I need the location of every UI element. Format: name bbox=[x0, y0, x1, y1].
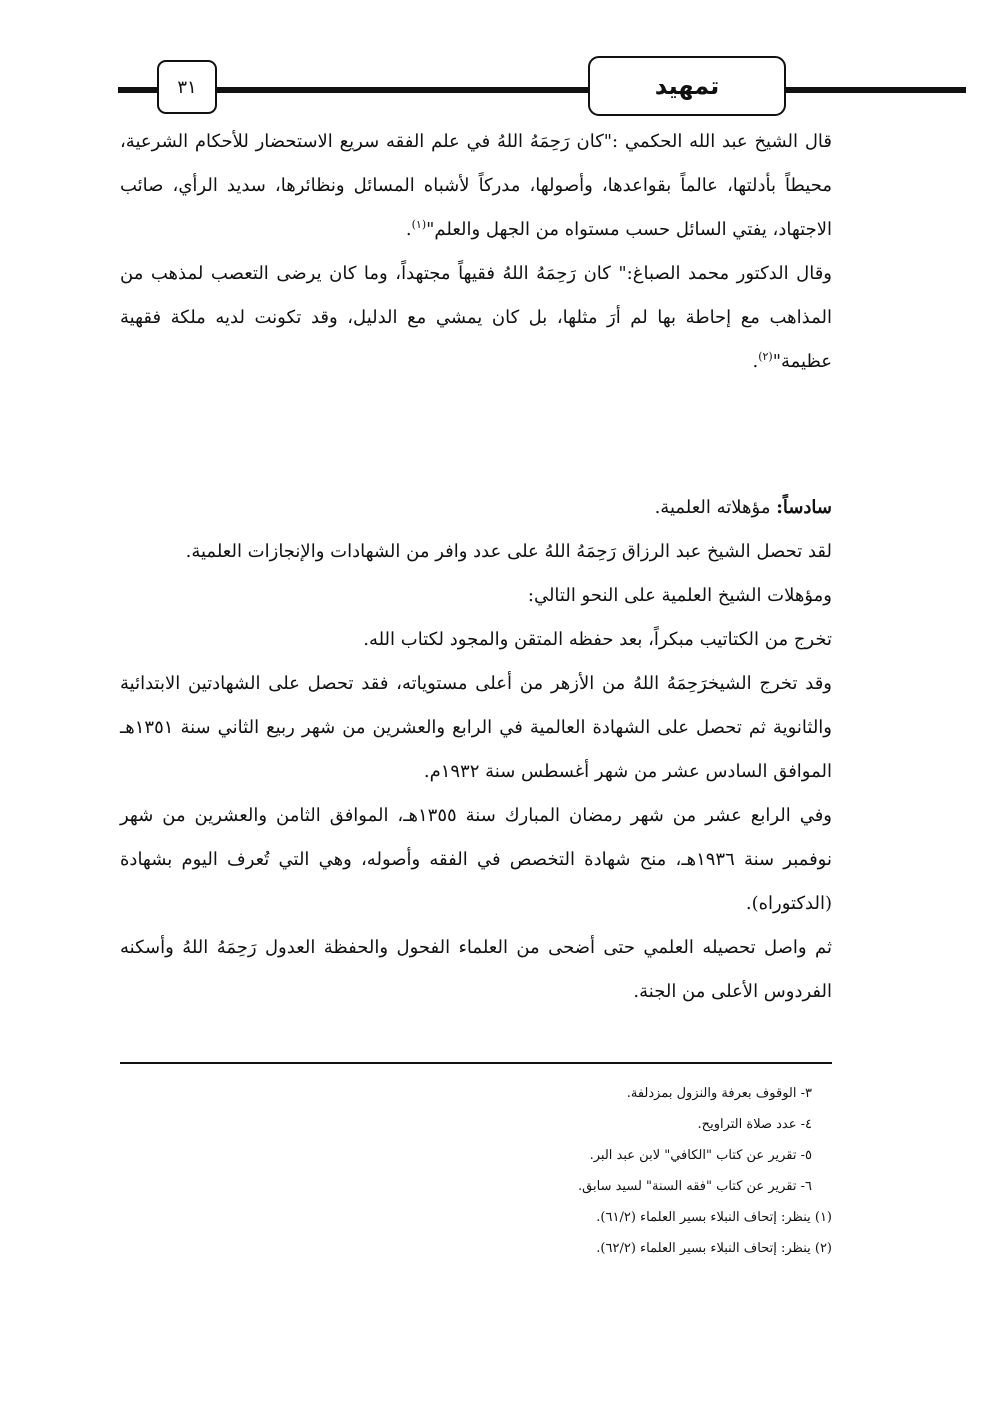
footnote-note: (١) ينظر: إتحاف النبلاء بسير العلماء (٦١/٢). bbox=[596, 1210, 832, 1225]
header-rule-right bbox=[780, 87, 966, 93]
section-heading bbox=[120, 486, 832, 530]
footnotes bbox=[120, 1078, 832, 1264]
header-rule-middle bbox=[212, 87, 590, 93]
section-qualifications bbox=[120, 486, 832, 1014]
page-number: ٣١ bbox=[177, 76, 197, 98]
footnote-mark: (١) bbox=[411, 218, 427, 231]
paragraph-text: قال الشيخ عبد الله الحكمي :"كان رَحِمَهُ اللهُ في علم الفقه سريع الاستحضار للأحكام الشرعية، محيطاً بأدلتها، عالماً بقواعدها، وأصولها، مدركاً لأشباه المسائل ونظائرها، سديد الرأي، صائب الاجتهاد، يفتي السائل حسب مستواه من الجهل والعلم" bbox=[120, 131, 833, 240]
page-number-box bbox=[157, 60, 217, 114]
footnote-list-item: ٣- الوقوف بعرفة والنزول بمزدلفة. bbox=[626, 1086, 812, 1101]
paragraph: ومؤهلات الشيخ العلمية على النحو التالي: bbox=[527, 585, 832, 606]
paragraph: وفي الرابع عشر من شهر رمضان المبارك سنة ١٣٥٥هـ، الموافق الثامن والعشرين من شهر نوفمبر سنة ١٩٣٦هـ، منح شهادة التخصص في الفقه وأصوله، وهي التي تُعرف اليوم بشهادة (الدكتوراه). bbox=[120, 805, 832, 914]
section-heading-text: مؤهلاته العلمية. bbox=[654, 497, 777, 518]
paragraph-text: وقال الدكتور محمد الصباغ:" كان رَحِمَهُ اللهُ فقيهاً مجتهداً، وما كان يرضى التعصب لمذهب من المذاهب مع إحاطة بها لم أرَ مثلها، بل كان يمشي مع الدليل، وقد تكونت لديه ملكة فقهية عظيمة" bbox=[120, 263, 832, 372]
chapter-title: تمهيد bbox=[654, 72, 720, 100]
section-heading-bold: سادساً: bbox=[776, 497, 832, 518]
header-rule-left bbox=[118, 87, 160, 93]
paragraph: وقد تخرج الشيخرَحِمَهُ اللهُ من الأزهر من أعلى مستوياته، فقد تحصل على الشهادتين الابتدائية والثانوية ثم تحصل على الشهادة العالمية في الرابع والعشرين من شهر ربيع الثاني سنة ١٣٥١هـ الموافق السادس عشر من شهر أغسطس سنة ١٩٣٢م. bbox=[120, 673, 832, 782]
footnote-mark: (٢) bbox=[758, 350, 773, 363]
section-quotes bbox=[120, 120, 832, 384]
paragraph: وقال الدكتور محمد الصباغ:" كان رَحِمَهُ اللهُ فقيهاً مجتهداً، وما كان يرضى التعصب لمذهب من المذاهب مع إحاطة بها لم أرَ مثلها، بل كان يمشي مع الدليل، وقد تكونت لديه ملكة فقهية عظيمة"$^{(٢)}$. bbox=[120, 263, 832, 372]
footnote-list-item: ٦- تقرير عن كتاب "فقه السنة" لسيد سابق. bbox=[578, 1179, 812, 1194]
paragraph: قال الشيخ عبد الله الحكمي :"كان رَحِمَهُ اللهُ في علم الفقه سريع الاستحضار للأحكام الشرعية، محيطاً بأدلتها، عالماً بقواعدها، وأصولها، مدركاً لأشباه المسائل ونظائرها، سديد الرأي، صائب الاجتهاد، يفتي السائل حسب مستواه من الجهل والعلم"$^{(١)}$. bbox=[120, 131, 833, 240]
paragraph: تخرج من الكتاتيب مبكراً، بعد حفظه المتقن والمجود لكتاب الله. bbox=[363, 629, 832, 650]
paragraph: لقد تحصل الشيخ عبد الرزاق رَحِمَهُ اللهُ على عدد وافر من الشهادات والإنجازات العلمية. bbox=[185, 541, 832, 562]
footnote-divider bbox=[120, 1062, 832, 1064]
footnote-list-item: ٥- تقرير عن كتاب "الكافي" لابن عبد البر. bbox=[589, 1148, 812, 1163]
paragraph: ثم واصل تحصيله العلمي حتى أضحى من العلماء الفحول والحفظة العدول رَحِمَهُ اللهُ وأسكنه الفردوس الأعلى من الجنة. bbox=[120, 937, 832, 1002]
chapter-title-box bbox=[588, 56, 786, 116]
footnote-list-item: ٤- عدد صلاة التراويح. bbox=[697, 1117, 812, 1132]
footnote-note: (٢) ينظر: إتحاف النبلاء بسير العلماء (٦٢/٢). bbox=[596, 1241, 832, 1256]
